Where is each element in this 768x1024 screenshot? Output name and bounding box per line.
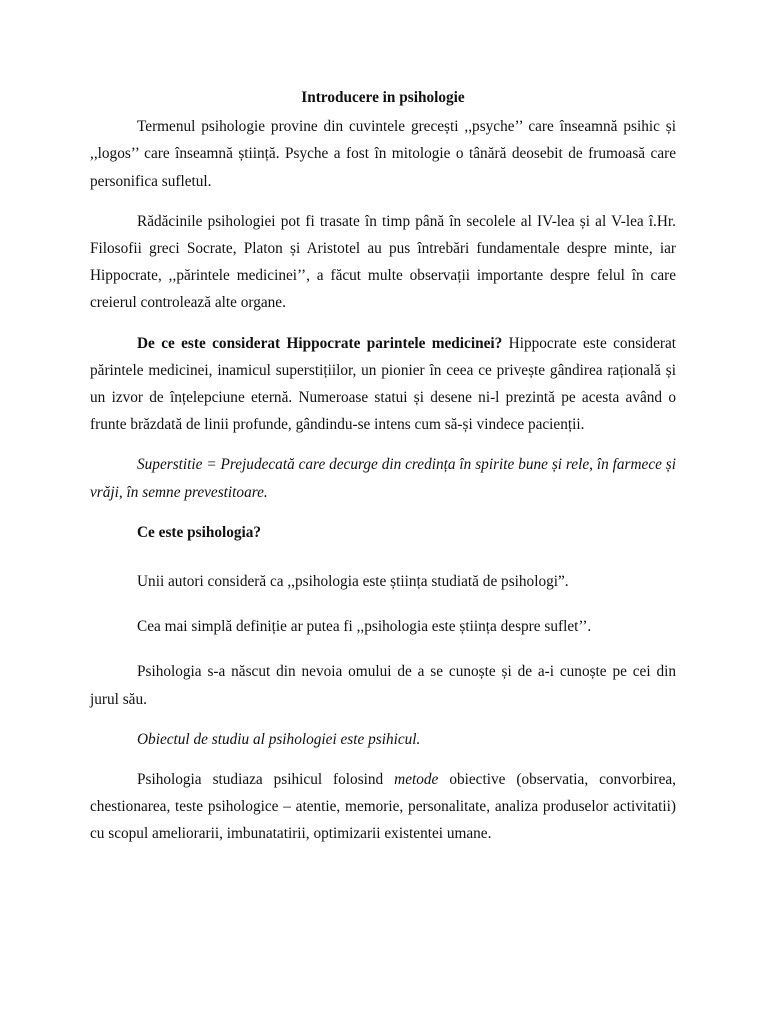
paragraph-etymology: Termenul psihologie provine din cuvintele grecești ,,psyche’’ care înseamnă psihic și ,,logos’’ care înseamnă știință. Psyche a fost în mitologie o tânără deosebit de frumoasă care personifica sufletul.: [90, 118, 676, 190]
paragraph-origin: Psihologia s-a născut din nevoia omului de a se cunoște și de a-i cunoște pe cei din jurul său.: [90, 663, 676, 708]
paragraph-history: Rădăcinile psihologiei pot fi trasate în timp până în secolele al IV-lea și al V-lea î.Hr. Filosofii greci Socrate, Platon și Aristotel au pus întrebări fundamentale despre minte, iar Hippocrate, ,,părintele medicinei’’, a făcut multe observații importante despre felul în care creierul controlează alte organe.: [90, 212, 676, 312]
question-heading: Ce este psihologia?: [137, 523, 262, 541]
hippocrate-question: De ce este considerat Hippocrate parintele medicinei?: [137, 334, 503, 352]
document-title: Introducere in psihologie: [301, 89, 465, 106]
paragraph-superstition-definition: [90, 451, 676, 505]
superstition-definition: = Prejudecată care decurge din credința în spirite bune și rele, în farmece și vrăji, în semne prevestitoare.: [90, 456, 676, 501]
superstition-term: Superstitie: [137, 456, 203, 474]
methods-term: metode: [394, 771, 439, 789]
methods-text-end: obiective (observatia, convorbirea, chestionarea, teste psihologice – atentie, memorie, personalitate, analiza produselor activitatii) cu scopul ameliorarii, imbunatatirii, optimizarii existentei umane.: [90, 771, 676, 843]
document-page: [90, 84, 676, 861]
hippocrate-answer: Hippocrate este considerat părintele medicinei, inamicul superstițiilor, un pionier în ceea ce privește gândirea rațională și un izvor de înțelepciune eternă. Numeroase statui și desene ni-l prezintă pe acesta având o frunte brăzdată de linii profunde, gândindu-se intens cum să-și vindece pacienții.: [90, 334, 676, 434]
paragraph-object-of-study: Obiectul de studiu al psihologiei este psihicul.: [137, 730, 421, 748]
paragraph-hippocrate: [90, 330, 676, 439]
paragraph-methods: [90, 766, 676, 848]
methods-text-start: Psihologia studiaza psihicul folosind: [137, 771, 395, 789]
definition-two: Cea mai simplă definiție ar putea fi ,,psihologia este știința despre suflet’’.: [137, 618, 592, 636]
definition-one: Unii autori consideră ca ,,psihologia este știința studiată de psihologi”.: [137, 573, 569, 591]
